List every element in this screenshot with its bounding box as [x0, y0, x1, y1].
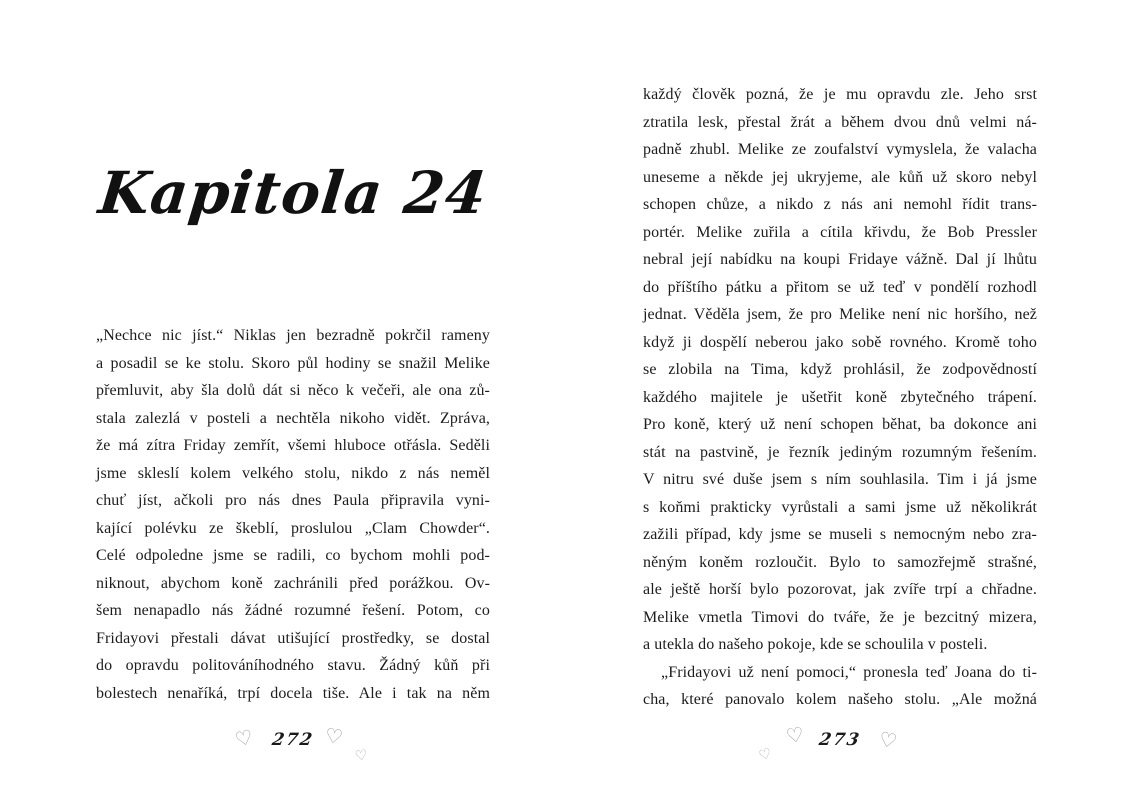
text-line: Celé odpoledne jsme se radili, co bychom mohli pod- [96, 547, 490, 564]
text-line: cha, které panovalo kolem našeho stolu. „Ale možná [643, 691, 1037, 708]
heart-icon: ♡ [876, 726, 900, 754]
text-line: přemluvit, aby šla dolů dát si něco k večeři, ale ona zů- [96, 382, 490, 399]
text-line: když ji dospělí neberou jako sobě rovného. Kromě toho [643, 333, 1037, 351]
text-line: V nitru své duše jsem s ním souhlasila. Tim i já jsme [643, 471, 1037, 488]
text-line: jsme skleslí kolem velkého stolu, nikdo z nás neměl [96, 464, 490, 482]
text-line: ale ještě horší bylo pozorovat, jak zvíře trpí a chřadne. [643, 581, 1037, 598]
text-line: schopen chůze, a nikdo z nás ani nemohl řídit trans- [643, 196, 1037, 213]
text-line: „Fridayovi už není pomoci,“ pronesla teď Joana do ti- [661, 663, 1037, 681]
chapter-heading: Kapitola 24 [95, 159, 491, 227]
right-page-text [643, 81, 1037, 714]
text-line: každý člověk pozná, že je mu opravdu zle. Jeho srst [643, 86, 1037, 103]
text-line: Pro koně, který už není schopen běhat, ba dokonce ani [643, 416, 1037, 433]
text-line: nebral její nabídku na koupi Fridaye vážně. Dal jí lhůtu [643, 251, 1037, 268]
text-line: do opravdu politováníhodného stavu. Žádný kůň při [96, 657, 490, 674]
text-line: něným koněm rozloučit. Bylo to samozřejmě strašné, [643, 553, 1037, 571]
text-line: niknout, abychom koně zachránili před porážkou. Ov- [96, 574, 490, 592]
text-line: stát na pastvině, je řezník jediným rozumným řešením. [643, 443, 1037, 461]
heart-icon: ♡ [323, 722, 345, 750]
text-line: se zlobila na Tima, když prohlásil, že zodpovědností [643, 361, 1037, 378]
text-line: portér. Melike zuřila a cítila křivdu, že Bob Pressler [643, 223, 1037, 241]
text-line: s koňmi prakticky vyrůstali a sami jsme už několikrát [643, 498, 1037, 516]
text-line: zažili případ, kdy jsme se museli s nemocným nebo zra- [643, 526, 1037, 543]
text-line: Melike vmetla Timovi do tváře, že je bezcitný mizera, [643, 608, 1037, 626]
heart-icon: ♡ [232, 724, 256, 752]
text-line: jednat. Věděla jsem, že pro Melike není nic horšího, než [643, 306, 1037, 323]
text-line: a utekla do našeho pokoje, kde se schoulila v posteli. [643, 636, 988, 653]
left-page-text [96, 322, 490, 707]
page-number-right: 273 [817, 730, 863, 750]
text-line: stala zalezlá v posteli a nechtěla nikoho vidět. Zpráva, [96, 409, 490, 427]
heart-icon: ♡ [757, 745, 774, 765]
text-line: a posadil se ke stolu. Skoro půl hodiny se snažil Melike [96, 354, 490, 372]
text-line: uneseme a někde jej ukryjeme, ale kůň už skoro nebyl [643, 168, 1037, 186]
text-line: že má zítra Friday zemřít, všemi hluboce otřásla. Seděli [96, 437, 490, 454]
text-line: ztratila lesk, přestal žrát a během dvou dnů velmi ná- [643, 113, 1037, 131]
text-line: šem nenapadlo nás žádné rozumné řešení. Potom, co [96, 602, 490, 619]
page-number-left: 272 [270, 730, 316, 750]
text-line: „Nechce nic jíst.“ Niklas jen bezradně pokrčil rameny [96, 327, 490, 344]
text-line: kající polévku ze škeblí, proslulou „Clam Chowder“. [96, 519, 490, 537]
heart-icon: ♡ [784, 721, 806, 749]
text-line: bolestech nenaříká, trpí docela tiše. Ale i tak na něm [96, 684, 490, 702]
text-line: každého majitele je ušetřit koně zbytečného trápení. [643, 388, 1037, 406]
text-line: chuť jíst, ačkoli pro nás dnes Paula připravila vyni- [96, 492, 490, 509]
heart-icon: ♡ [353, 747, 369, 765]
text-line: do příštího pátku a přitom se už teď v pondělí rozhodl [643, 278, 1037, 296]
text-line: Fridayovi přestali dávat utišující prostředky, se dostal [96, 629, 490, 647]
text-line: padně zhubl. Melike ze zoufalství vymyslela, že valacha [643, 141, 1037, 158]
